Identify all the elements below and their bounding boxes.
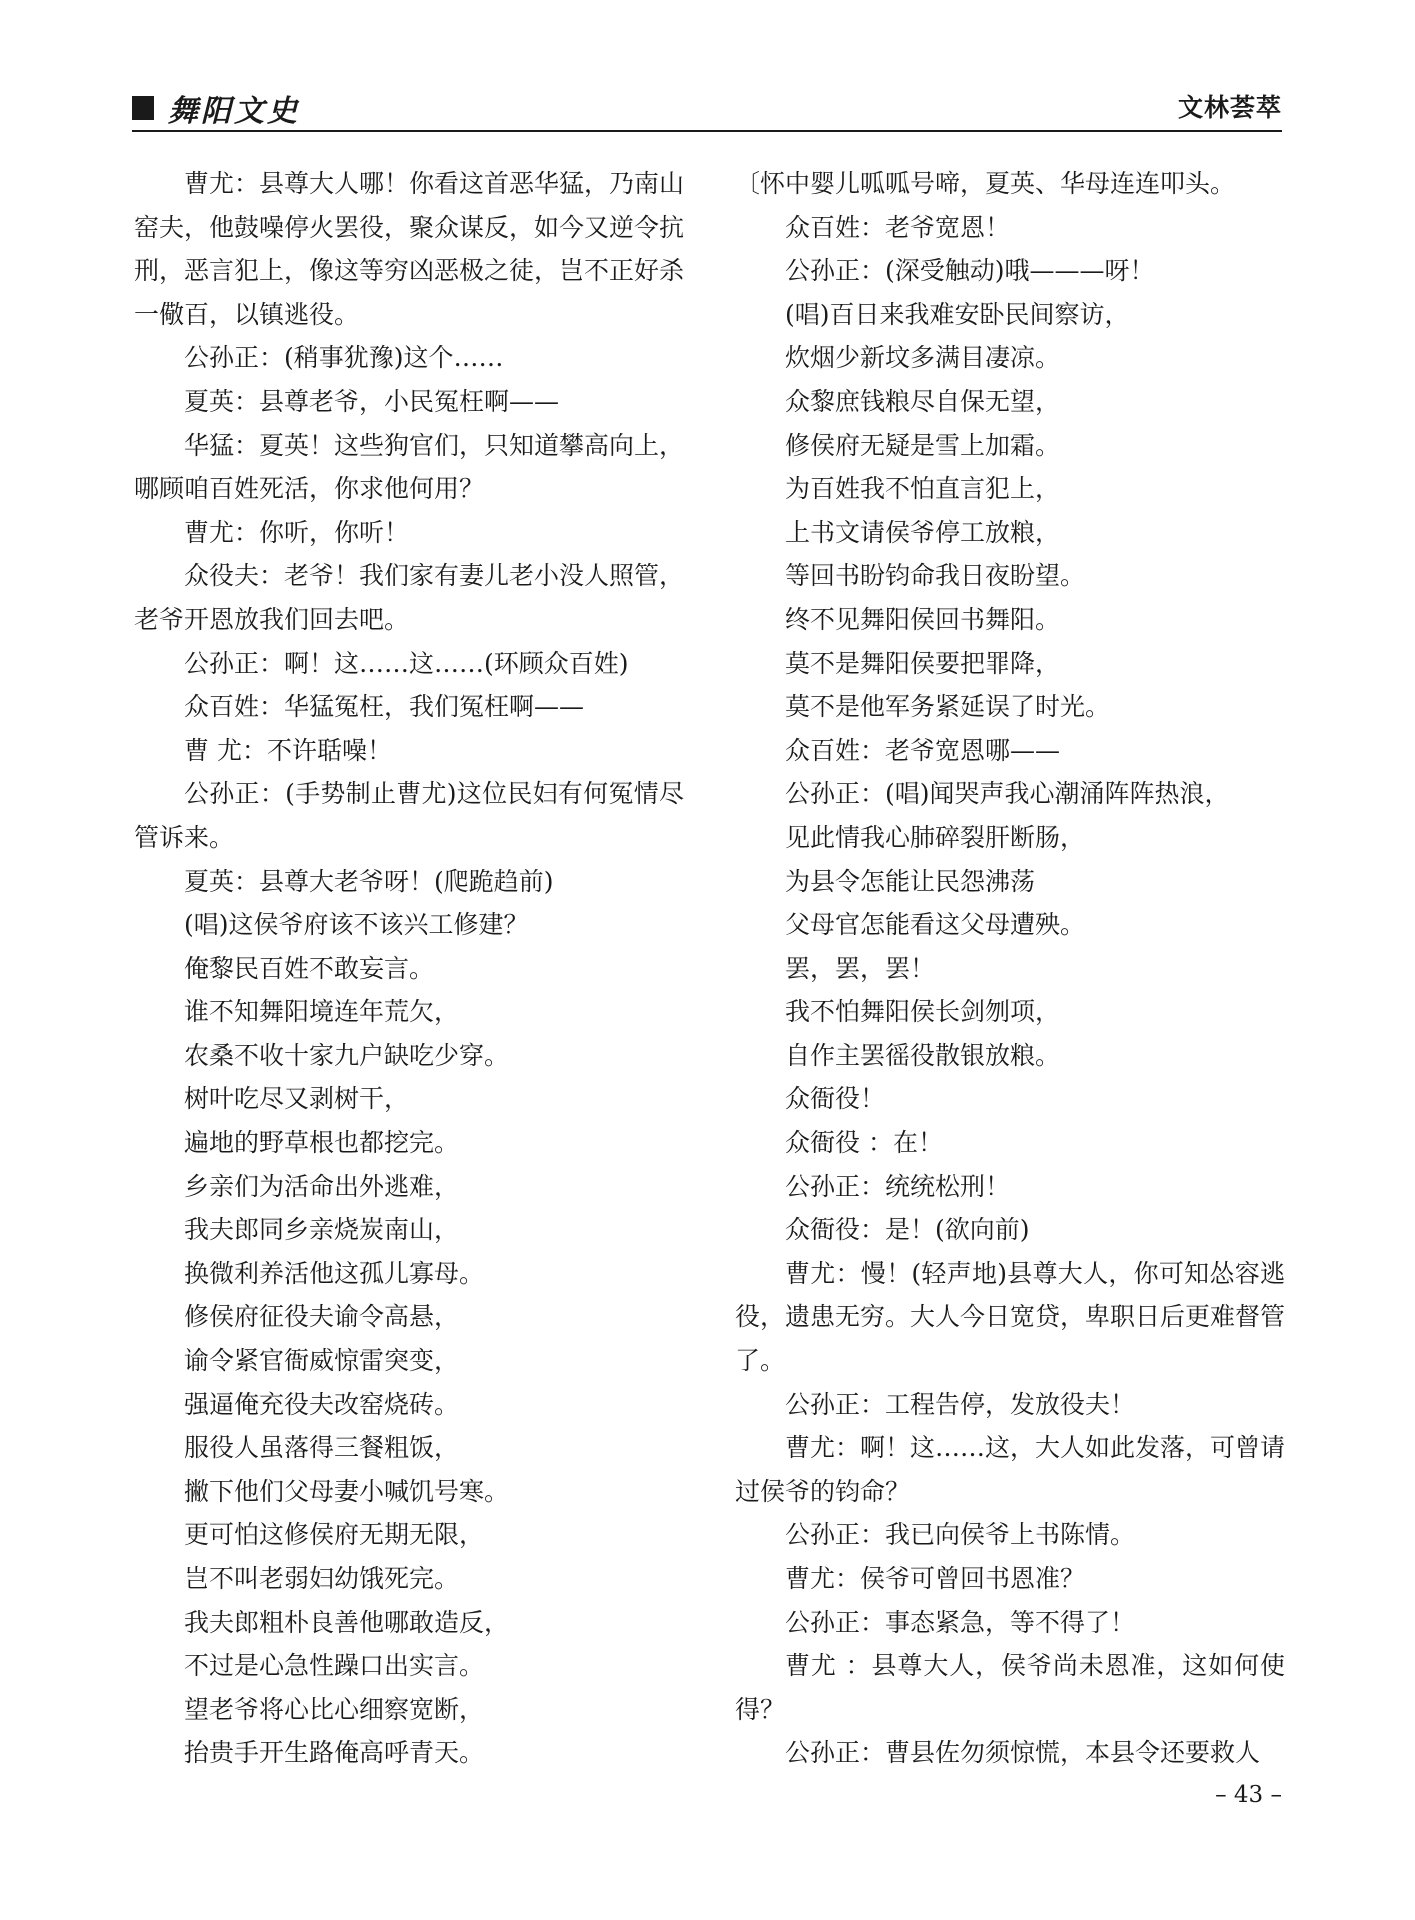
text-paragraph: 望老爷将心比心细察宽断， [184, 1694, 485, 1724]
text-paragraph: 终不见舞阳侯回书舞阳。 [785, 604, 1061, 634]
text-paragraph: 公孙正：曹县佐勿须惊慌，本县令还要救人 [785, 1738, 1261, 1768]
text-paragraph: 公孙正：统统松刑！ [785, 1171, 1011, 1201]
text-paragraph: 换微利养活他这孤儿寡母。 [184, 1258, 485, 1288]
text-paragraph: 不过是心急性躁口出实言。 [184, 1651, 485, 1681]
text-paragraph: 俺黎民百姓不敢妄言。 [184, 953, 435, 983]
text-paragraph: 见此情我心肺碎裂肝断肠， [785, 822, 1086, 852]
text-paragraph: 曹尤：啊！这……这，大人如此发落，可曾请过侯爷的钧命？ [735, 1433, 1286, 1506]
text-paragraph: 父母官怎能看这父母遭殃。 [785, 910, 1086, 940]
text-paragraph: 农桑不收十家九户缺吃少穿。 [184, 1040, 510, 1070]
text-paragraph: 乡亲们为活命出外逃难， [184, 1171, 460, 1201]
text-paragraph: 自作主罢徭役散银放粮。 [785, 1040, 1061, 1070]
text-paragraph: 众百姓：老爷宽恩！ [785, 212, 1011, 242]
text-paragraph: 我不怕舞阳侯长剑刎项， [785, 997, 1061, 1027]
journal-title: 舞阳文史 [168, 94, 300, 129]
text-paragraph: 罢，罢，罢！ [785, 953, 936, 983]
text-paragraph: 公孙正：工程告停，发放役夫！ [785, 1389, 1136, 1419]
text-paragraph: 曹尤：县尊大人哪！你看这首恶华猛，乃南山窑夫，他鼓噪停火罢役，聚众谋反，如今又逆令抗刑，恶言犯上，像这等穷凶恶极之徒，岂不正好杀一儆百，以镇逃役。 [134, 169, 685, 329]
text-paragraph: 公孙正：(深受触动)哦———呀！ [785, 256, 1155, 286]
text-paragraph: 遍地的野草根也都挖完。 [184, 1128, 460, 1158]
text-paragraph: 撇下他们父母妻小喊饥号寒。 [184, 1476, 510, 1506]
text-paragraph: 修侯府征役夫谕令高悬， [184, 1302, 460, 1332]
text-paragraph: 上书文请侯爷停工放粮， [785, 517, 1061, 547]
text-paragraph: 抬贵手开生路俺高呼青天。 [184, 1738, 485, 1768]
text-paragraph: 公孙正：我已向侯爷上书陈情。 [785, 1520, 1136, 1550]
section-title: 文林荟萃 [1177, 93, 1282, 122]
page-header [132, 88, 1282, 128]
text-paragraph: 岂不叫老弱妇幼饿死完。 [184, 1564, 460, 1593]
text-paragraph: 夏英：县尊大老爷呀！(爬跪趋前) [184, 866, 554, 896]
text-paragraph: 众衙役 ：在！ [785, 1128, 943, 1158]
text-paragraph: 修侯府无疑是雪上加霜。 [785, 430, 1061, 460]
text-paragraph: 强逼俺充役夫改窑烧砖。 [184, 1389, 460, 1419]
left-column [134, 162, 684, 1775]
text-paragraph: 为百姓我不怕直言犯上， [785, 474, 1061, 504]
right-column [735, 162, 1285, 1775]
text-paragraph: 谁不知舞阳境连年荒欠， [184, 997, 460, 1027]
text-paragraph: 我夫郎粗朴良善他哪敢造反， [184, 1607, 510, 1637]
text-paragraph: 谕令紧官衙威惊雷突变， [184, 1346, 460, 1376]
header-divider [132, 130, 1282, 132]
text-paragraph: 曹尤：侯爷可曾回书恩准？ [785, 1564, 1086, 1593]
header-square-mark [132, 96, 154, 120]
text-paragraph: 曹尤：慢！(轻声地)县尊大人，你可知怂容逃役，遗患无穷。大人今日宽贷，卑职日后更难督管了。 [735, 1258, 1286, 1376]
text-paragraph: 公孙正：事态紧急，等不得了！ [785, 1607, 1136, 1637]
text-paragraph: 我夫郎同乡亲烧炭南山， [184, 1215, 460, 1245]
text-paragraph: (唱)这侯爷府该不该兴工修建？ [184, 910, 529, 940]
text-paragraph: 树叶吃尽又剥树干， [184, 1084, 410, 1114]
text-paragraph: 曹尤 ：县尊大人，侯爷尚未恩准，这如何使得？ [735, 1651, 1285, 1724]
text-paragraph: 公孙正：啊！这……这……(环顾众百姓) [184, 648, 629, 678]
text-paragraph: 夏英：县尊老爷，小民冤枉啊—— [184, 386, 560, 416]
text-paragraph: 炊烟少新坟多满目凄凉。 [785, 343, 1061, 373]
text-paragraph: 曹 尤：不许聒噪！ [184, 735, 392, 765]
text-paragraph: 公孙正：(唱)闻哭声我心潮涌阵阵热浪， [785, 779, 1230, 809]
text-paragraph: 众百姓：老爷宽恩哪—— [785, 735, 1061, 765]
text-paragraph: 众黎庶钱粮尽自保无望， [785, 386, 1061, 416]
page-number: – 43 – [1215, 1782, 1282, 1808]
text-paragraph: 莫不是舞阳侯要把罪降， [785, 648, 1061, 678]
text-paragraph: 莫不是他军务紧延误了时光。 [785, 692, 1111, 722]
text-paragraph: 华猛：夏英！这些狗官们，只知道攀高向上，哪顾咱百姓死活，你求他何用？ [134, 430, 685, 504]
text-paragraph: 曹尤：你听，你听！ [184, 517, 410, 547]
text-paragraph: 公孙正：(稍事犹豫)这个…… [184, 343, 504, 373]
text-paragraph: 众衙役！ [785, 1084, 886, 1114]
text-paragraph: 众役夫：老爷！我们家有妻儿老小没人照管，老爷开恩放我们回去吧。 [134, 561, 685, 634]
text-paragraph: 服役人虽落得三餐粗饭， [184, 1433, 460, 1463]
text-paragraph: 公孙正：(手势制止曹尤)这位民妇有何冤情尽管诉来。 [134, 779, 684, 852]
text-paragraph: 更可怕这修侯府无期无限， [184, 1520, 485, 1550]
text-paragraph: (唱)百日来我难安卧民间察访， [785, 299, 1130, 329]
text-paragraph: 众衙役：是！(欲向前) [785, 1215, 1030, 1245]
text-paragraph: 等回书盼钧命我日夜盼望。 [785, 561, 1086, 591]
text-paragraph: 〔怀中婴儿呱呱号啼，夏英、华母连连叩头。 [735, 169, 1236, 198]
text-paragraph: 众百姓：华猛冤枉，我们冤枉啊—— [184, 692, 585, 722]
header-left [132, 88, 300, 128]
text-paragraph: 为县令怎能让民怨沸荡 [785, 866, 1036, 896]
